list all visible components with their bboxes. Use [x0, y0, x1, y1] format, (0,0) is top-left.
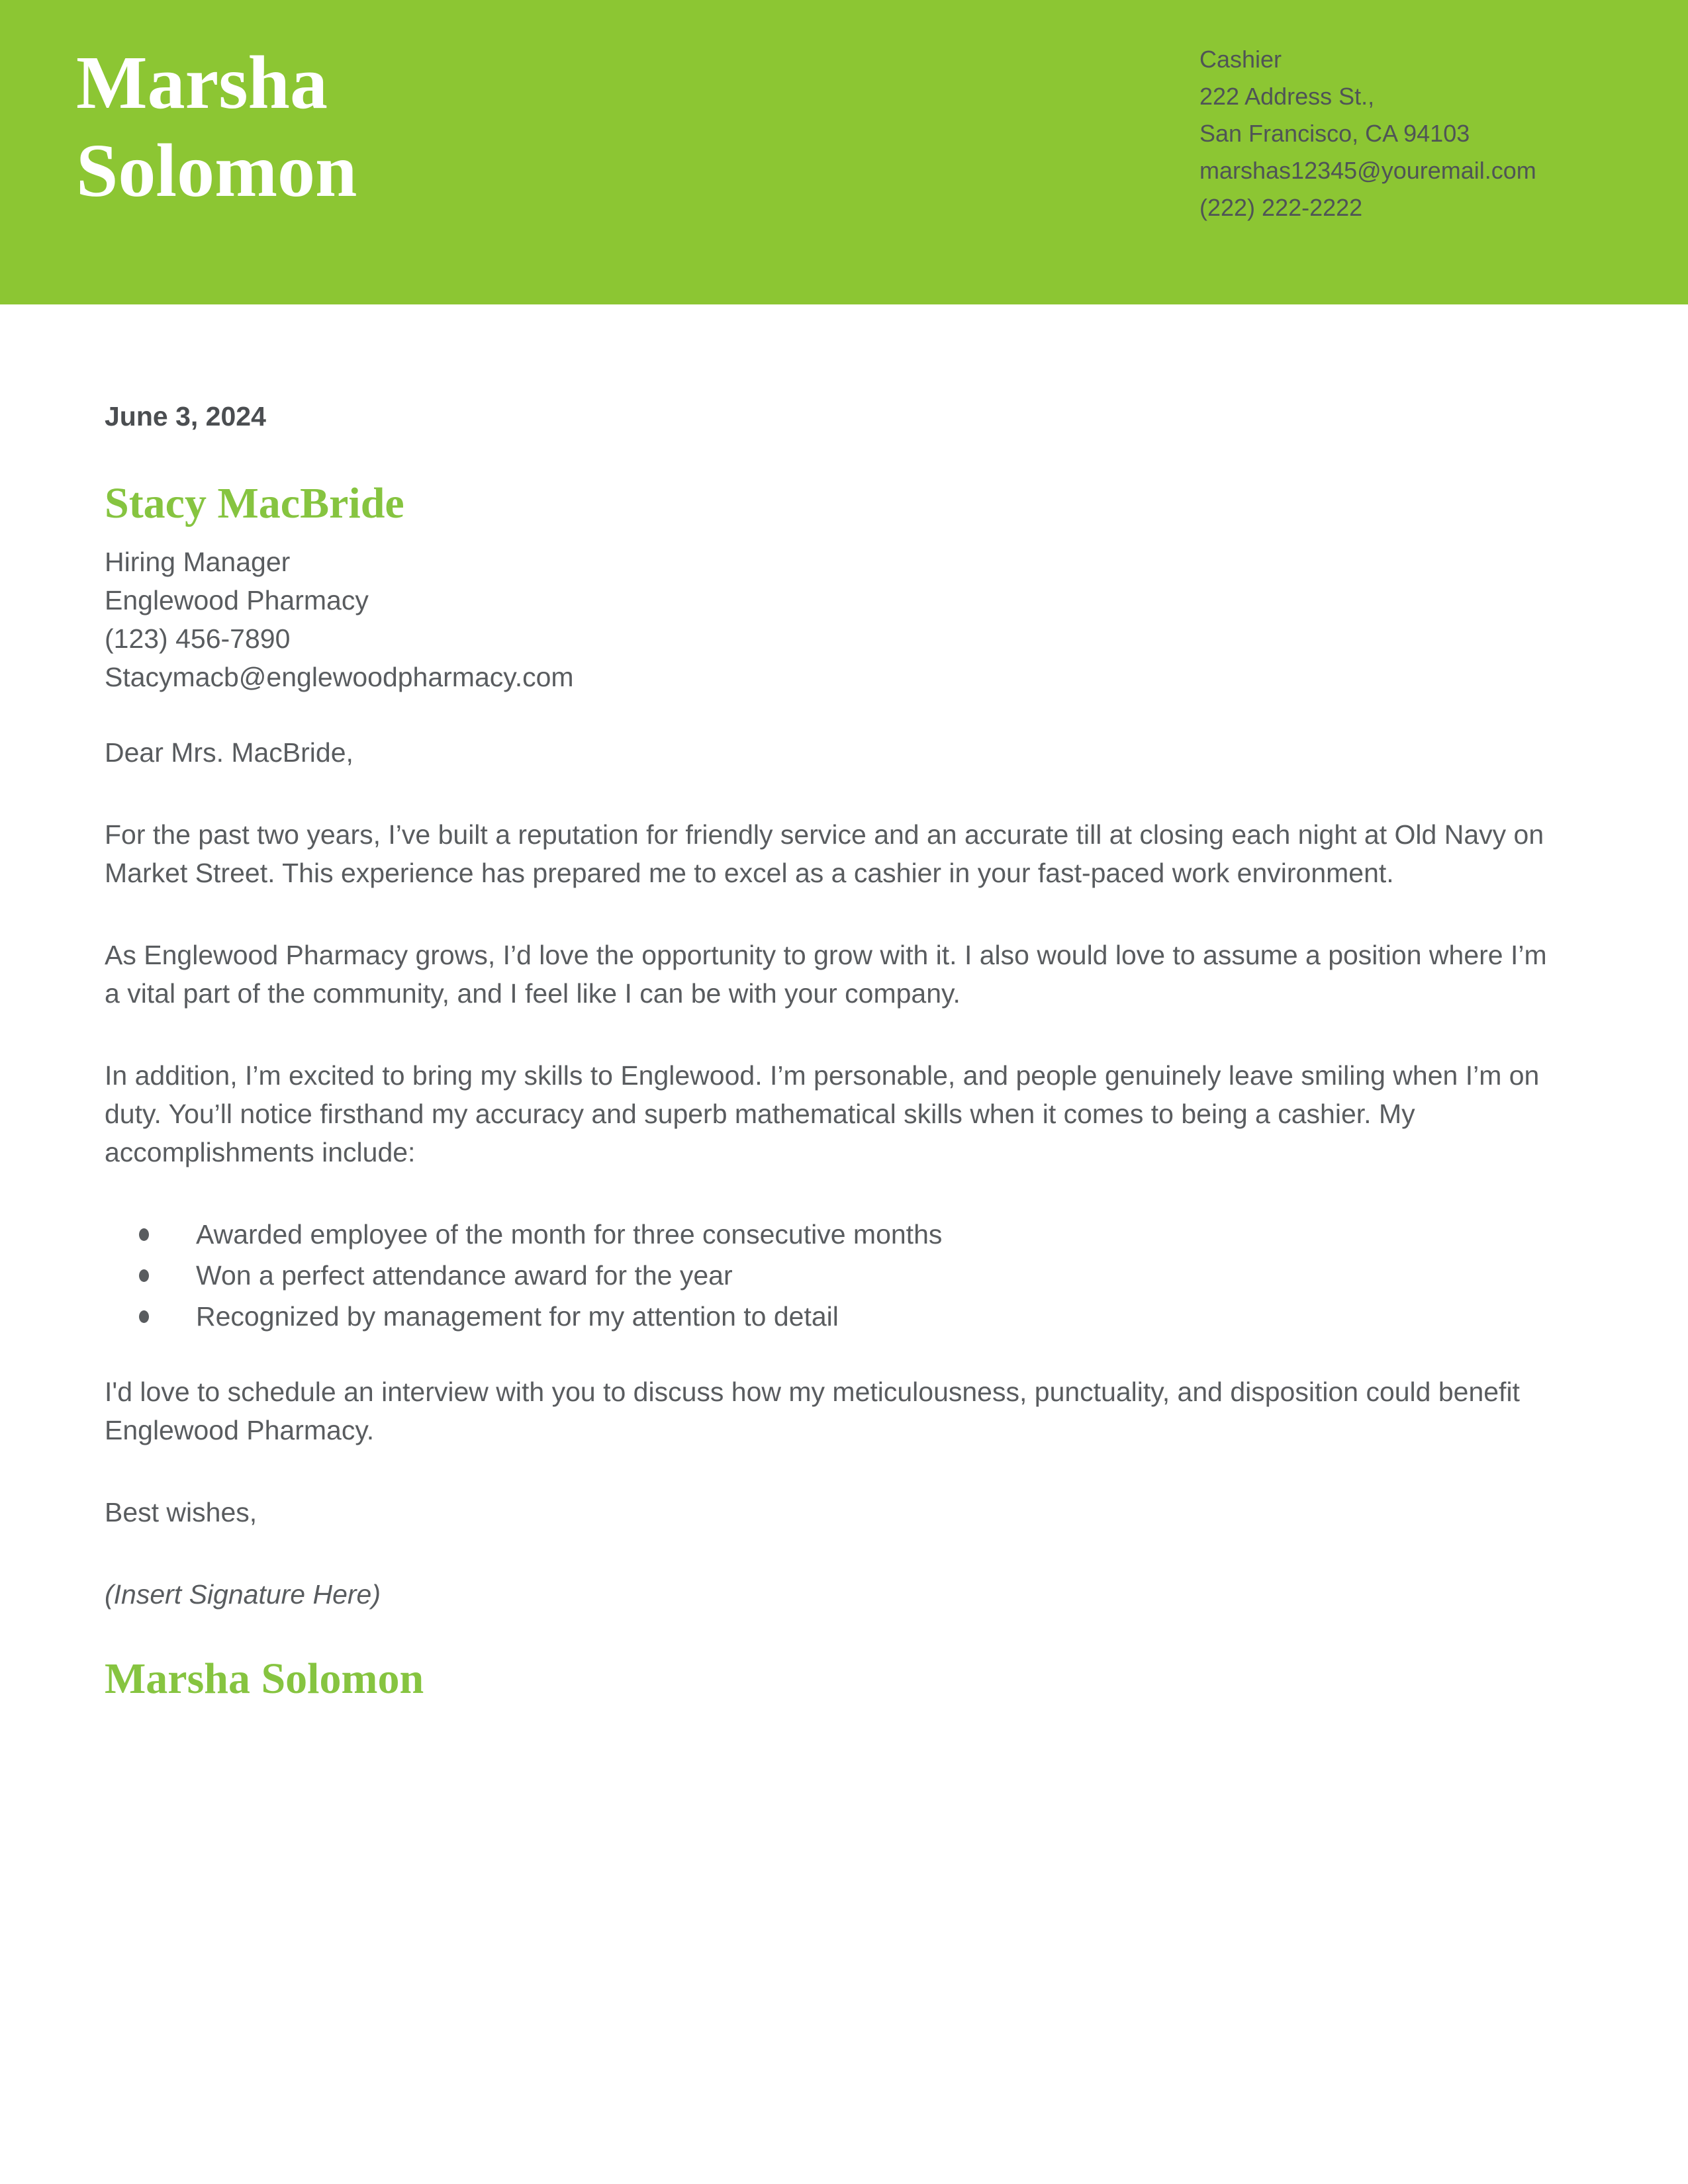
contact-email: marshas12345@youremail.com	[1199, 157, 1536, 184]
letter-date: June 3, 2024	[105, 401, 266, 432]
salutation: Dear Mrs. MacBride,	[105, 737, 353, 768]
contact-address-line2: San Francisco, CA 94103	[1199, 120, 1470, 147]
body-paragraph-3: In addition, I’m excited to bring my skills to Englewood. I’m personable, and people genuinely leave smiling when I’m on duty. You’ll notice firsthand my accuracy and superb mathematical skills when it comes to being a cashier. My accomplishments include:	[105, 1060, 1540, 1167]
applicant-first-name: Marsha	[76, 40, 328, 124]
closing-paragraph: I'd love to schedule an interview with you to discuss how my meticulousness, punctuality, and disposition could benefit Englewood Pharmacy.	[105, 1377, 1520, 1445]
accomplishment-item: Recognized by management for my attention to detail	[139, 1297, 1554, 1336]
contact-job-title: Cashier	[1199, 46, 1282, 73]
contact-phone: (222) 222-2222	[1199, 194, 1363, 221]
contact-address-line1: 222 Address St.,	[1199, 83, 1375, 110]
recipient-email: Stacymacb@englewoodpharmacy.com	[105, 662, 574, 692]
recipient-block	[105, 543, 1554, 696]
header-band	[0, 0, 1688, 304]
recipient-name-heading: Stacy MacBride	[105, 479, 404, 527]
accomplishment-item: Won a perfect attendance award for the year	[139, 1256, 1554, 1295]
recipient-phone: (123) 456-7890	[105, 623, 291, 654]
recipient-title: Hiring Manager	[105, 547, 291, 577]
body-paragraph-2: As Englewood Pharmacy grows, I’d love the opportunity to grow with it. I also would love to assume a position where I’m a vital part of the community, and I feel like I can be with your company.	[105, 940, 1547, 1009]
accomplishment-item: Awarded employee of the month for three consecutive months	[139, 1215, 1554, 1253]
accomplishments-list	[105, 1215, 1554, 1336]
signature-placeholder: (Insert Signature Here)	[105, 1579, 381, 1610]
body-paragraph-1: For the past two years, I’ve built a reputation for friendly service and an accurate till at closing each night at Old Navy on Market Street. This experience has prepared me to excel as a cashier in your fast-paced work environment.	[105, 819, 1544, 888]
letter-body	[0, 304, 1688, 1701]
signature-name: Marsha Solomon	[105, 1655, 424, 1703]
applicant-last-name: Solomon	[76, 128, 357, 213]
valediction: Best wishes,	[105, 1497, 258, 1527]
applicant-name	[76, 38, 357, 215]
recipient-company: Englewood Pharmacy	[105, 585, 369, 615]
contact-block	[1199, 38, 1597, 226]
